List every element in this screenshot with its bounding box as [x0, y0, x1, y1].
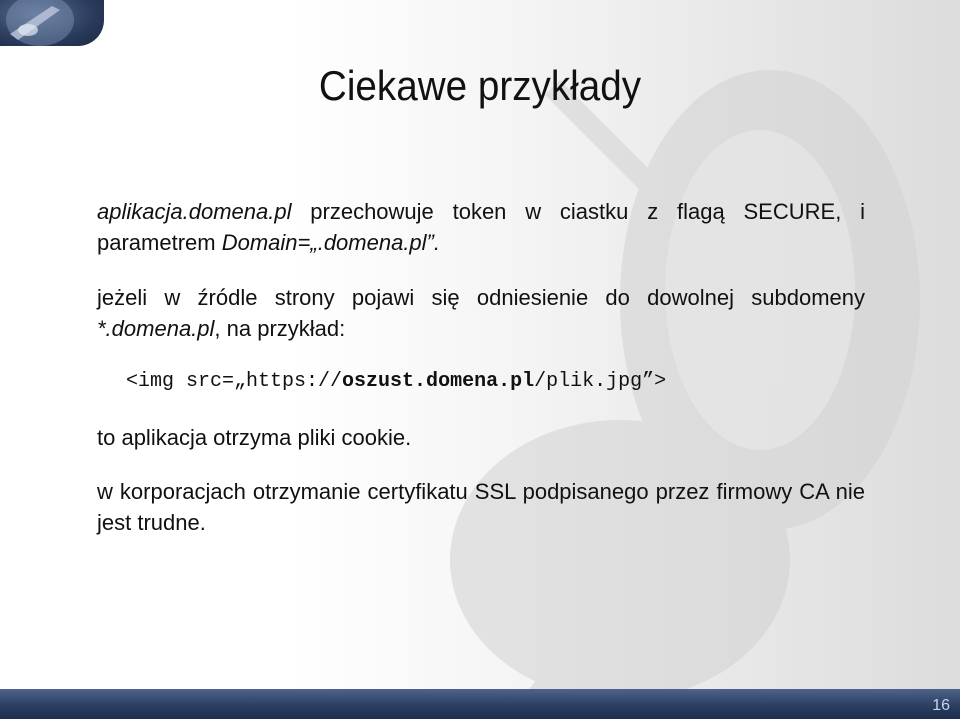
paragraph-text: jeżeli w źródle strony pojawi się odniesienie do dowolnej subdomeny: [97, 285, 865, 310]
wildcard-domain: *.domena.pl: [97, 316, 215, 341]
paragraph-corporate-ca: w korporacjach otrzymanie certyfikatu SSL podpisanego przez firmowy CA nie jest trudne.: [97, 479, 865, 535]
paragraph-text: , na przykład:: [214, 316, 346, 341]
owasp-logo: [0, 0, 104, 46]
code-example: [126, 368, 666, 396]
page-number: 16: [932, 697, 950, 714]
wasp-logo-icon: [0, 0, 104, 46]
paragraph-subdomain: [97, 282, 865, 344]
domain-name: aplikacja.domena.pl: [97, 199, 292, 224]
paragraph-text: przechowuje token w ciastku z flagą SECURE, i parametrem: [97, 199, 865, 255]
domain-parameter: Domain=„.domena.pl”.: [221, 230, 440, 255]
paragraph-token-cookie: [97, 196, 865, 258]
code-prefix: <img src=„https://: [126, 370, 343, 393]
code-suffix: /plik.jpg”>: [534, 370, 667, 393]
footer-bar: [0, 689, 960, 719]
code-malicious-domain: oszust.domena.pl: [342, 370, 535, 393]
paragraph-result: to aplikacja otrzyma pliki cookie.: [97, 425, 412, 450]
slide-title: Ciekawe przykłady: [318, 62, 642, 109]
